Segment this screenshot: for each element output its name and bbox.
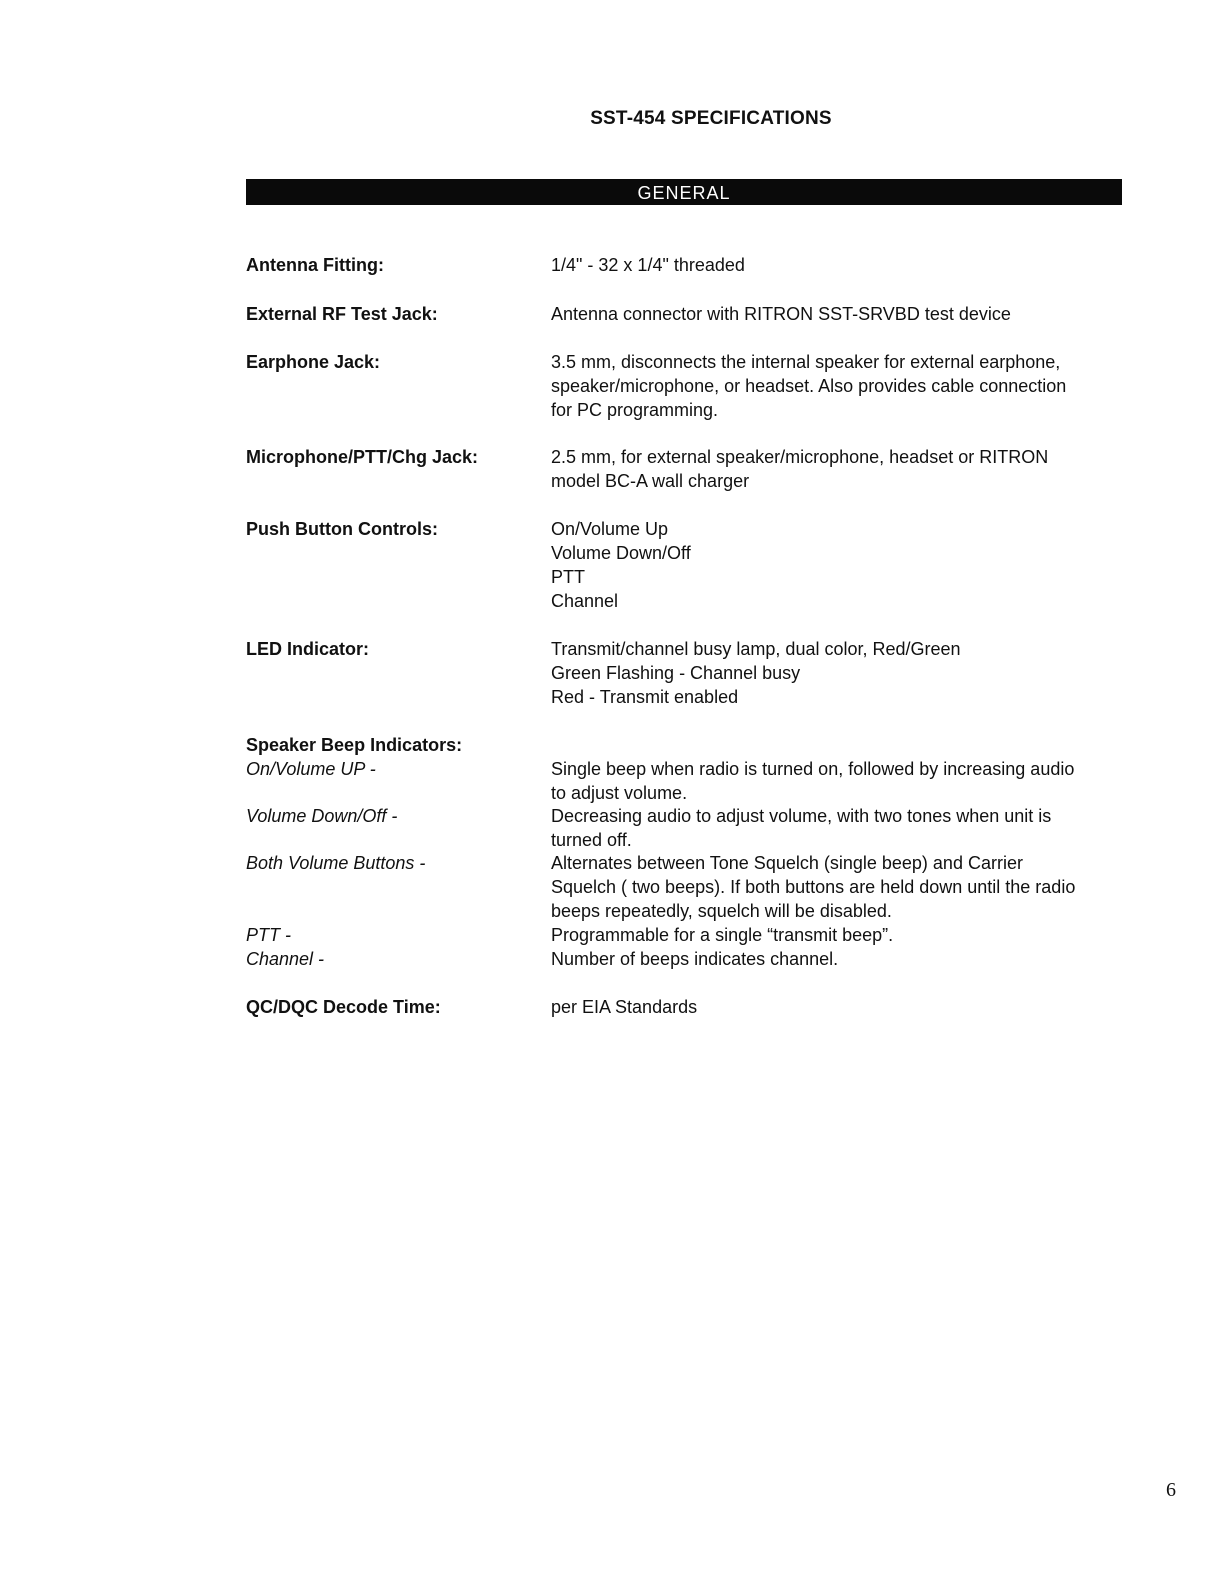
beep-label-channel: Channel - <box>246 949 325 969</box>
spec-value-line: per EIA Standards <box>551 997 698 1017</box>
beep-value-volume-down-off <box>551 804 1151 852</box>
spec-label: Microphone/PTT/Chg Jack: <box>246 447 479 467</box>
spec-value-line: Channel <box>551 591 619 611</box>
spec-label: Earphone Jack: <box>246 352 381 372</box>
beep-value-line: Programmable for a single “transmit beep”. <box>551 925 894 945</box>
beep-value-line: turned off. <box>551 830 632 850</box>
spec-value <box>551 302 1146 326</box>
beep-value-line: Alternates between Tone Squelch (single beep) and Carrier <box>551 853 1023 873</box>
spec-value-line: speaker/microphone, or headset. Also provides cable connection <box>551 376 1067 396</box>
spec-value <box>551 350 1146 422</box>
spec-value-line: Volume Down/Off <box>551 543 691 563</box>
beep-label-ptt: PTT - <box>246 925 291 945</box>
spec-value-line: Green Flashing - Channel busy <box>551 663 801 683</box>
beep-value-line: Single beep when radio is turned on, followed by increasing audio <box>551 759 1075 779</box>
spec-value-line: Antenna connector with RITRON SST-SRVBD test device <box>551 304 1011 324</box>
spec-value-line: 3.5 mm, disconnects the internal speaker for external earphone, <box>551 352 1061 372</box>
spec-value-line: 1/4" - 32 x 1/4" threaded <box>551 255 745 275</box>
spec-value-line: for PC programming. <box>551 400 719 420</box>
spec-value <box>551 445 1146 493</box>
spec-value-line: 2.5 mm, for external speaker/microphone, headset or RITRON <box>551 447 1049 467</box>
beep-value-on-volume-up <box>551 757 1151 805</box>
beep-value-line: Number of beeps indicates channel. <box>551 949 839 969</box>
page-number: 6 <box>1166 1479 1176 1501</box>
spec-label: LED Indicator: <box>246 639 370 659</box>
spec-label: Push Button Controls: <box>246 519 438 539</box>
spec-label: Speaker Beep Indicators: <box>246 735 463 755</box>
spec-label: External RF Test Jack: <box>246 304 438 324</box>
beep-value-both-volume-buttons <box>551 851 1151 923</box>
beep-label-on-volume-up: On/Volume UP - <box>246 759 376 779</box>
beep-value-line: to adjust volume. <box>551 783 688 803</box>
spec-value-line: On/Volume Up <box>551 519 669 539</box>
spec-value-line: Transmit/channel busy lamp, dual color, Red/Green <box>551 639 961 659</box>
spec-value-line: model BC-A wall charger <box>551 471 750 491</box>
beep-label-both-volume-buttons: Both Volume Buttons - <box>246 853 426 873</box>
beep-value-line: beeps repeatedly, squelch will be disabled. <box>551 901 892 921</box>
spec-value <box>551 253 1146 277</box>
page-title: SST-454 SPECIFICATIONS <box>590 108 832 129</box>
spec-value <box>551 995 1146 1019</box>
beep-value-line: Decreasing audio to adjust volume, with two tones when unit is <box>551 806 1052 826</box>
spec-value <box>551 637 1146 709</box>
section-header-general: GENERAL <box>246 179 1122 205</box>
spec-value <box>551 517 1146 613</box>
beep-value-line: Squelch ( two beeps). If both buttons are held down until the radio <box>551 877 1076 897</box>
spec-label: QC/DQC Decode Time: <box>246 997 441 1017</box>
spec-value-line: PTT <box>551 567 585 587</box>
beep-value-ptt <box>551 923 1151 947</box>
spec-value-line: Red - Transmit enabled <box>551 687 739 707</box>
beep-label-volume-down-off: Volume Down/Off - <box>246 806 398 826</box>
beep-value-channel <box>551 947 1151 971</box>
spec-label: Antenna Fitting: <box>246 255 384 275</box>
